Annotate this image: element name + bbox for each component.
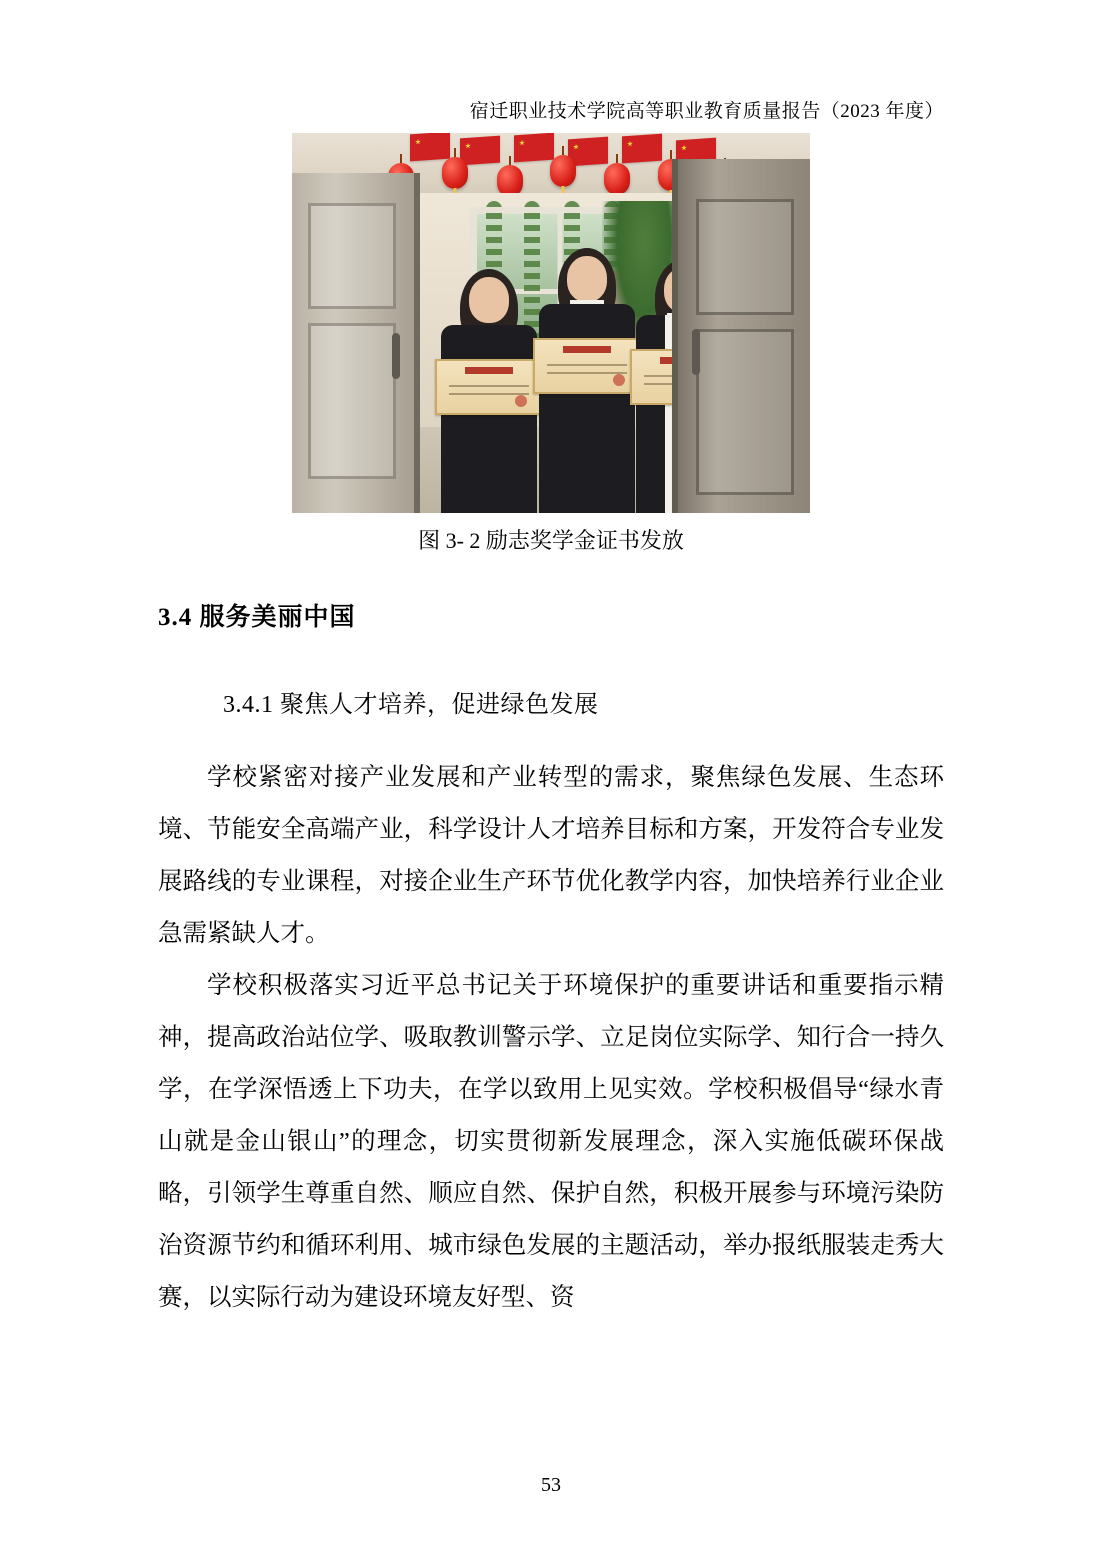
flag-decoration [460, 136, 500, 166]
subsection-heading-3-4-1: 3.4.1 聚焦人才培养，促进绿色发展 [223, 692, 599, 718]
lantern-decoration [442, 157, 468, 189]
figure-caption: 图 3- 2 励志奖学金证书发放 [418, 528, 684, 553]
body-text [158, 752, 944, 1324]
door-panel [308, 323, 396, 479]
door-left [292, 173, 420, 513]
paragraph-2: 学校积极落实习近平总书记关于环境保护的重要讲话和重要指示精神，提高政治站位学、吸取教训警示学、立足岗位实际学、知行合一持久学，在学深悟透上下功夫，在学以致用上见实效。学校积极倡导“绿水青山就是金山银山”的理念，切实贯彻新发展理念，深入实施低碳环保战略，引领学生尊重自然、顺应自然、保护自然，积极开展参与环境污染防治资源节约和循环利用、城市绿色发展的主题活动，举办报纸服装走秀大赛，以实际行动为建设环境友好型、资 [158, 972, 944, 1311]
certificate [435, 359, 543, 415]
photo-interior [414, 193, 678, 513]
flag-decoration [410, 133, 450, 161]
certificate-text-line [547, 372, 627, 374]
figure-image [292, 133, 810, 513]
face [469, 277, 509, 323]
jacket [539, 304, 635, 513]
certificate-text-line [547, 364, 627, 366]
person-left [434, 263, 544, 513]
door-handle [392, 333, 400, 379]
certificate [533, 338, 641, 394]
paragraph-1: 学校紧密对接产业发展和产业转型的需求，聚焦绿色发展、生态环境、节能安全高端产业，科学设计人才培养目标和方案，开发符合专业发展路线的专业课程，对接企业生产环节优化教学内容，加快培养行业企业急需紧缺人才。 [158, 764, 944, 947]
door-panel [308, 203, 396, 309]
certificate-title-bar [465, 367, 513, 374]
certificate-seal [613, 374, 625, 386]
flag-decoration [622, 134, 662, 164]
lantern-decoration [550, 155, 576, 187]
photo-canvas [292, 133, 810, 513]
section-heading-3-4: 3.4 服务美丽中国 [158, 604, 356, 631]
certificate-seal [515, 395, 527, 407]
certificate-title-bar [563, 346, 611, 353]
face [567, 256, 607, 302]
jacket [441, 325, 537, 513]
door-right [672, 159, 810, 513]
flag-decoration [514, 133, 554, 162]
lantern-decoration [604, 163, 630, 195]
page-header: 宿迁职业技术学院高等职业教育质量报告（2023 年度） [469, 101, 944, 122]
certificate-text-line [449, 385, 529, 387]
door-handle [692, 329, 700, 375]
certificate-text-line [449, 393, 529, 395]
door-panel [696, 329, 794, 495]
page-number: 53 [541, 1474, 561, 1496]
door-panel [696, 199, 794, 315]
